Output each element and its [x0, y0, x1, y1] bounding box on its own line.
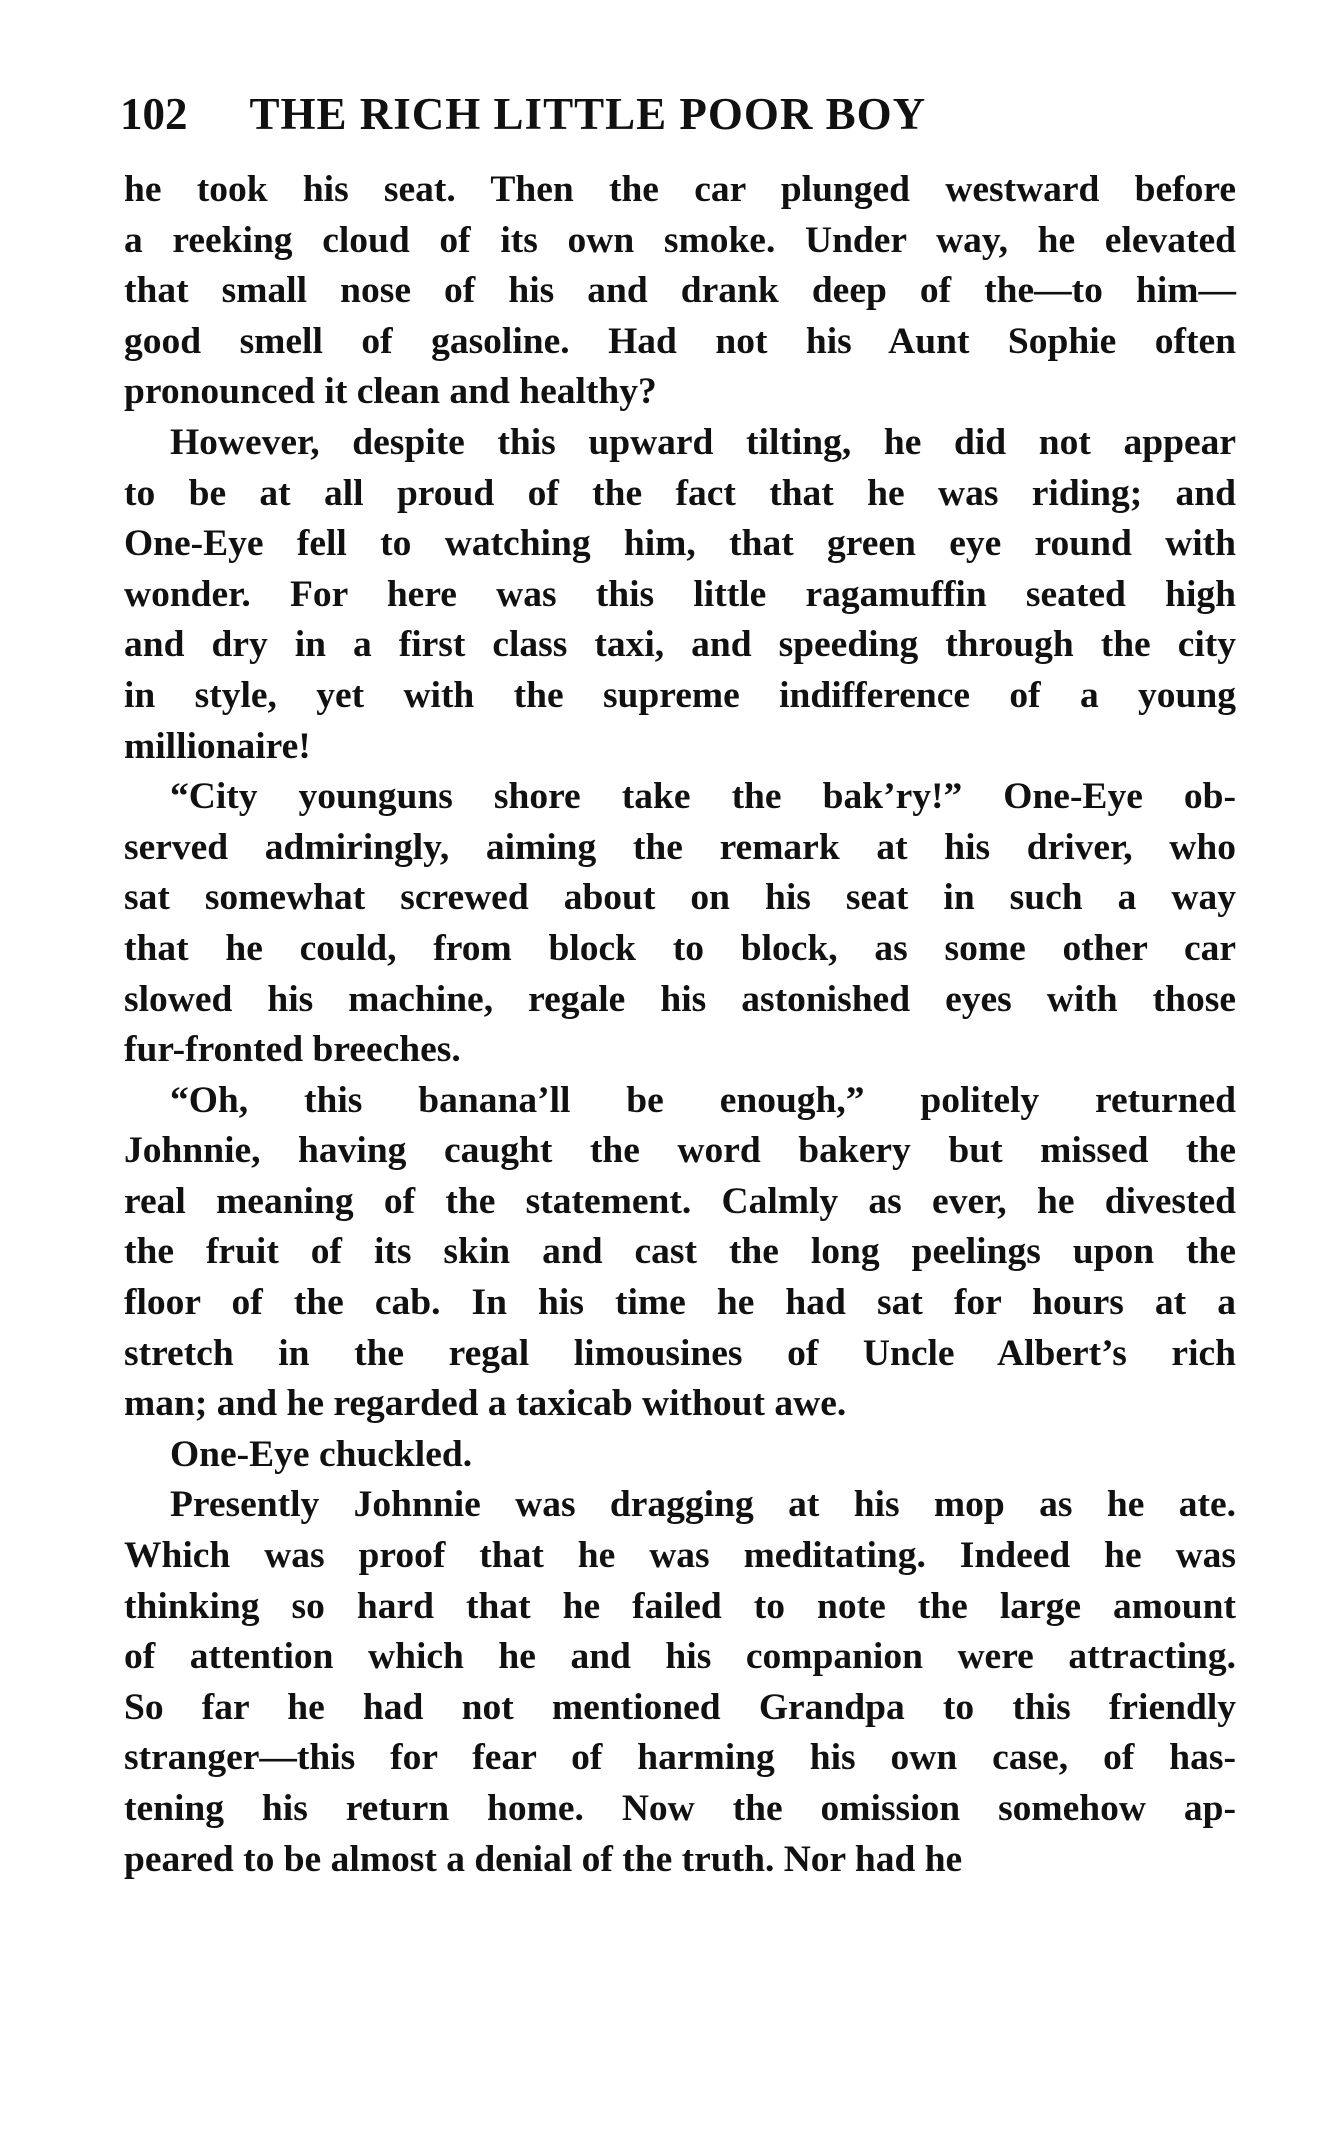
text-line: of attention which he and his companion were attracting.	[124, 1636, 1236, 1678]
text-line: “City younguns shore take the bak’ry!” One-Eye ob-	[170, 776, 1236, 818]
paragraph	[124, 418, 1236, 772]
text-line: he took his seat. Then the car plunged westward before	[124, 169, 1236, 210]
paragraph	[124, 165, 1236, 418]
text-line: to be at all proud of the fact that he was riding; and	[124, 472, 1236, 514]
paragraph	[124, 1076, 1236, 1430]
paragraph	[124, 1480, 1236, 1885]
text-line: that he could, from block to block, as some other car	[124, 927, 1236, 969]
paragraph	[124, 772, 1236, 1076]
text-line: Presently Johnnie was dragging at his mop as he ate.	[170, 1484, 1236, 1526]
text-line: Which was proof that he was meditating. Indeed he was	[124, 1535, 1236, 1577]
text-line: tening his return home. Now the omission somehow ap-	[124, 1788, 1236, 1829]
text-line: in style, yet with the supreme indifference of a young	[124, 674, 1236, 716]
text-line: the fruit of its skin and cast the long peelings upon the	[124, 1231, 1236, 1273]
text-line: stretch in the regal limousines of Uncle Albert’s rich	[124, 1332, 1236, 1374]
text-line: One-Eye chuckled.	[170, 1433, 473, 1475]
text-line: One-Eye fell to watching him, that green eye round with	[124, 523, 1236, 565]
page-number: 102	[120, 89, 188, 139]
body-text	[124, 165, 1236, 1885]
text-line: good smell of gasoline. Had not his Aunt Sophie often	[124, 320, 1236, 362]
text-line: sat somewhat screwed about on his seat in such a way	[124, 877, 1236, 919]
text-line: millionaire!	[124, 725, 311, 767]
text-line: wonder. For here was this little ragamuffin seated high	[124, 573, 1236, 615]
text-line: slowed his machine, regale his astonished eyes with those	[124, 978, 1236, 1020]
text-line: “Oh, this banana’ll be enough,” politely returned	[170, 1079, 1236, 1121]
text-line: So far he had not mentioned Grandpa to this friendly	[124, 1686, 1236, 1728]
text-line: floor of the cab. In his time he had sat for hours at a	[124, 1282, 1236, 1324]
text-line: that small nose of his and drank deep of the—to him—	[124, 270, 1236, 312]
text-line: man; and he regarded a taxicab without awe.	[124, 1383, 847, 1425]
text-line: and dry in a first class taxi, and speeding through the city	[124, 624, 1236, 666]
text-line: However, despite this upward tilting, he did not appear	[170, 421, 1236, 463]
text-line: stranger—this for fear of harming his own case, of has-	[124, 1737, 1236, 1779]
text-line: real meaning of the statement. Calmly as ever, he divested	[124, 1180, 1236, 1222]
paragraph	[124, 1430, 1236, 1481]
text-line: thinking so hard that he failed to note the large amount	[124, 1585, 1236, 1627]
text-line: Johnnie, having caught the word bakery but missed the	[124, 1130, 1236, 1172]
text-line: a reeking cloud of its own smoke. Under way, he elevated	[124, 219, 1236, 261]
running-head	[120, 84, 1240, 144]
text-line: pronounced it clean and healthy?	[124, 371, 657, 413]
text-line: fur-fronted breeches.	[124, 1029, 461, 1071]
text-line: served admiringly, aiming the remark at his driver, who	[124, 826, 1236, 868]
running-title: THE RICH LITTLE POOR BOY	[249, 89, 927, 139]
text-line: peared to be almost a denial of the truth. Nor had he	[124, 1838, 963, 1880]
